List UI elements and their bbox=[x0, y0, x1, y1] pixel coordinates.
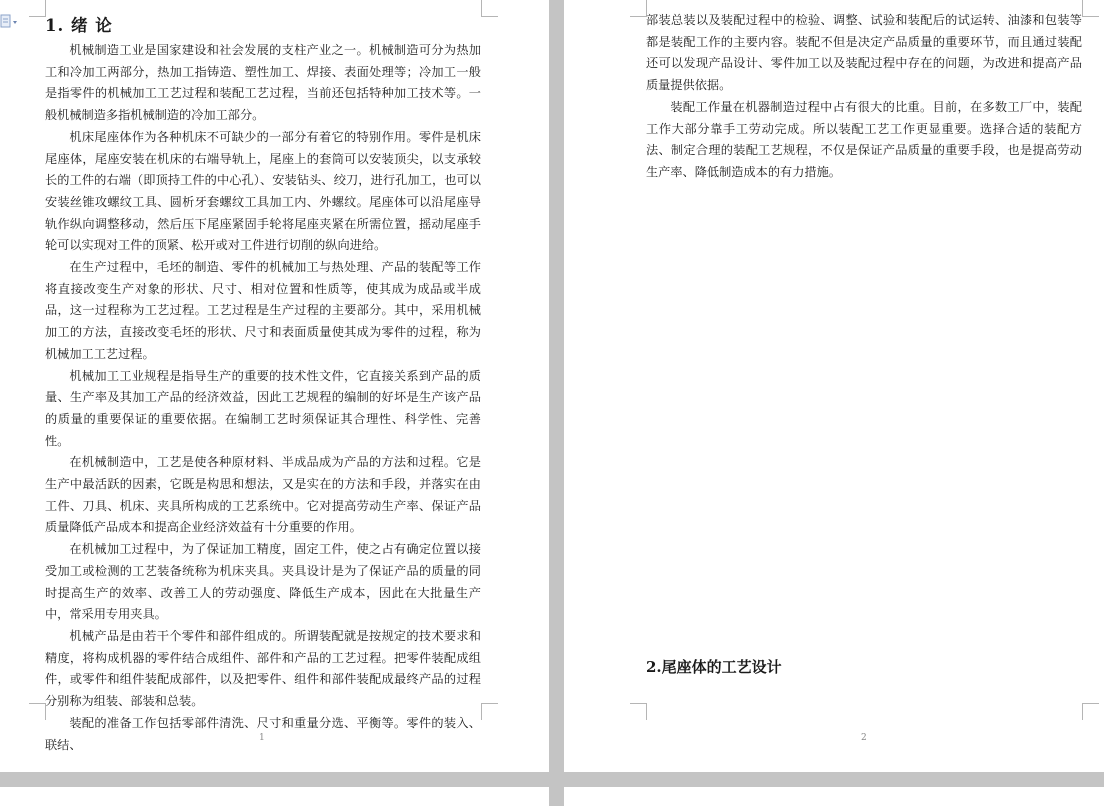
document-page-1[interactable] bbox=[0, 0, 549, 772]
page-number: 2 bbox=[861, 733, 867, 743]
margin-corner-mark bbox=[481, 703, 498, 720]
next-page-top-left bbox=[0, 787, 549, 806]
page-body[interactable] bbox=[646, 10, 1082, 184]
body-paragraph[interactable]: 机械加工工业规程是指导生产的重要的技术性文件，它直接关系到产品的质量、生产率及其加工产品的经济效益，因此工艺规程的编制的好坏是生产该产品的质量的重要保证的重要依据。在编制工艺时须保证其合理性、科学性、完善性。 bbox=[45, 368, 481, 448]
section-heading[interactable]: 2.尾座体的工艺设计 bbox=[646, 658, 782, 676]
margin-corner-mark bbox=[1082, 703, 1099, 720]
page-number: 1 bbox=[259, 733, 265, 743]
body-paragraph[interactable]: 机械产品是由若干个零件和部件组成的。所谓装配就是按规定的技术要求和精度，将构成机器的零件结合成组件、部件和产品的工艺过程。把零件装配成组件，或零件和组件装配成部件，以及把零件、组件和部件装配成最终产品的过程分别称为组装、部装和总装。 bbox=[45, 628, 481, 709]
body-paragraph[interactable]: 装配的准备工作包括零部件清洗、尺寸和重量分选、平衡等。零件的装入、联结、 bbox=[45, 715, 481, 752]
chapter-heading[interactable]: 1. 绪 论 bbox=[45, 16, 113, 35]
page-gap-vertical bbox=[549, 0, 564, 806]
margin-corner-mark bbox=[630, 0, 647, 17]
next-page-top-right bbox=[564, 787, 1104, 806]
page-gap-horizontal bbox=[0, 772, 1104, 787]
body-paragraph[interactable]: 在机械加工过程中，为了保证加工精度，固定工件，使之占有确定位置以接受加工或检测的工艺装备统称为机床夹具。夹具设计是为了保证产品的质量的同时提高生产的效率、改善工人的劳动强度、降低生产成本，因此在大批量生产中，常采用专用夹具。 bbox=[45, 542, 481, 622]
body-paragraph[interactable]: 在生产过程中，毛坯的制造、零件的机械加工与热处理、产品的装配等工作将直接改变生产对象的形状、尺寸、相对位置和性质等，使其成为成品或半成品，这一过程称为工艺过程。工艺过程是生产过程的主要部分。其中，采用机械加工的方法，直接改变毛坯的形状、尺寸和表面质量使其成为零件的过程，称为机械加工工艺过程。 bbox=[45, 260, 481, 361]
document-icon[interactable] bbox=[0, 14, 20, 30]
margin-corner-mark bbox=[29, 0, 46, 17]
body-paragraph[interactable]: 机械制造工业是国家建设和社会发展的支柱产业之一。机械制造可分为热加工和冷加工两部分，热加工指铸造、塑性加工、焊接、表面处理等；冷加工一般是指零件的机械加工工艺过程和装配工艺过程，当前还包括特种加工技术等。一般机械制造多指机械制造的冷加工部分。 bbox=[45, 43, 481, 123]
body-paragraph[interactable]: 在机械制造中，工艺是使各种原材料、半成品成为产品的方法和过程。它是生产中最活跃的因素，它既是构思和想法，又是实在的方法和手段，并落实在由工件、刀具、机床、夹具所构成的工艺系统中。它对提高劳动生产率、保证产品质量降低产品成本和提高企业经济效益有十分重要的作用。 bbox=[45, 455, 481, 535]
margin-corner-mark bbox=[29, 703, 46, 720]
continued-paragraph[interactable]: 部装总装以及装配过程中的检验、调整、试验和装配后的试运转、油漆和包装等都是装配工作的主要内容。装配不但是决定产品质量的重要环节，而且通过装配还可以发现产品设计、零件加工以及装配过程中存在的问题，为改进和提高产品质量提供依据。 bbox=[646, 13, 1082, 93]
margin-corner-mark bbox=[481, 0, 498, 17]
document-page-2[interactable] bbox=[564, 0, 1104, 772]
margin-corner-mark bbox=[1082, 0, 1099, 17]
margin-corner-mark bbox=[630, 703, 647, 720]
body-paragraph[interactable]: 机床尾座体作为各种机床不可缺少的一部分有着它的特别作用。零件是机床尾座体，尾座安装在机床的右端导轨上，尾座上的套筒可以安装顶尖，以支承较长的工件的右端（即顶持工件的中心孔）、安装钻头、绞刀，进行孔加工，也可以安装丝锥攻螺纹工具、圆析牙套螺纹工具加工内、外螺纹。尾座体可以沿尾座导轨作纵向调整移动，然后压下尾座紧固手轮将尾座夹紧在所需位置，摇动尾座手轮可以实现对工件的顶紧、松开或对工件进行切削的纵向进给。 bbox=[45, 129, 481, 253]
page-body[interactable] bbox=[45, 14, 481, 756]
body-paragraph[interactable]: 装配工作量在机器制造过程中占有很大的比重。目前，在多数工厂中，装配工作大部分靠手工劳动完成。所以装配工艺工作更显重要。选择合适的装配方法、制定合理的装配工艺规程，不仅是保证产品质量的重要手段，也是提高劳动生产率、降低制造成本的有力措施。 bbox=[646, 99, 1082, 179]
